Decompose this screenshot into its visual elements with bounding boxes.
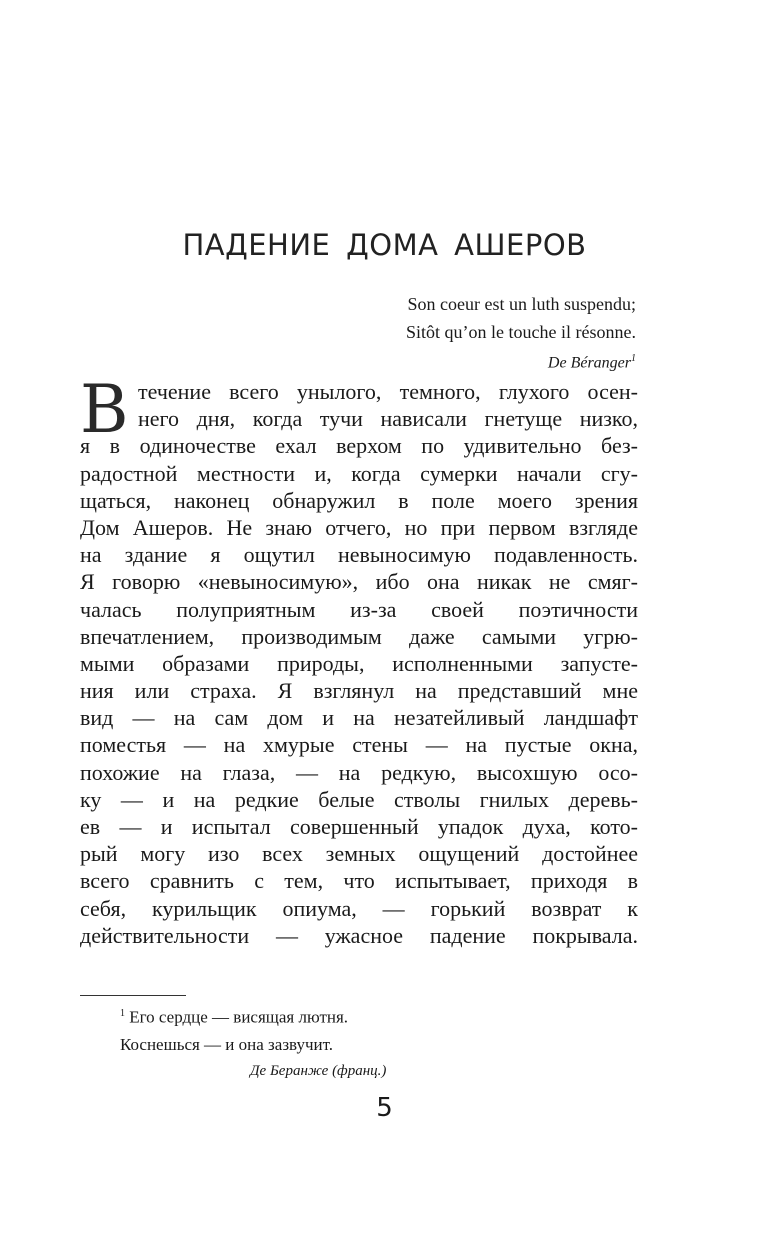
body-line: вид — на сам дом и на незатейливый ландшафт [80,705,638,731]
body-line: всего сравнить с тем, что испытывает, приходя в [80,868,638,894]
body-line: ния или страха. Я взглянул на представший мне [80,678,638,704]
body-line: впечатлением, производимым даже самыми угрю- [80,623,638,649]
footnote-line [120,1000,386,1031]
body-line: ев — и испытал совершенный упадок духа, кото- [80,814,638,839]
epigraph-line: Son coeur est un luth suspendu; [407,294,636,314]
body-line: течение всего унылого, темного, глухого осен- [138,379,638,404]
body-line: действительности — ужасное падение покрывала. [80,922,638,948]
body-line: чалась полуприятным из-за своей поэтичности [80,596,638,622]
body-line: мыми образами природы, исполненными запусте- [80,650,638,676]
body-line: щаться, наконец обнаружил в поле моего зрения [80,487,638,513]
body-line: рый могу изо всех земных ощущений достойнее [80,841,638,867]
drop-cap: В [80,371,129,448]
body-line: Я говорю «невыносимую», ибо она никак не смяг- [80,569,638,595]
body-line: я в одиночестве ехал верхом по удивительно без- [80,433,638,459]
body-line: него дня, когда тучи нависали гнетуще низко, [138,406,638,432]
footnote [120,1000,386,1085]
epigraph-line: Sitôt qu’on le touche il résonne. [406,322,636,342]
body-line: Дом Ашеров. Не знаю отчего, но при первом взгляде [80,514,638,540]
epigraph-author-name: De Béranger [547,354,631,372]
footnote-reference[interactable]: 1 [631,353,636,364]
epigraph-author [406,346,636,376]
footnote-text: Его сердце — висящая лютня. [129,1007,349,1027]
footnote-author-lang: (франц.) [332,1062,387,1079]
footnote-line: Коснешься — и она зазвучит. [120,1034,334,1054]
body-line: ку — и на редкие белые стволы гнилых деревь- [80,786,638,812]
footnote-author [120,1058,386,1085]
body-line: радостной местности и, когда сумерки начали сгу- [80,460,638,486]
epigraph [406,290,636,376]
chapter-title: ПАДЕНИЕ ДОМА АШЕРОВ [182,228,587,262]
body-line: себя, курильщик опиума, — горький возврат к [80,895,638,921]
footnote-divider [80,995,186,996]
body-line: похожие на глаза, — на редкую, высохшую осо- [80,759,638,785]
footnote-mark: 1 [120,1008,125,1019]
page-number: 5 [376,1093,393,1123]
footnote-author-name: Де Беранже [250,1062,329,1079]
body-line: поместья — на хмурые стены — на пустые окна, [80,732,638,758]
body-text [80,371,638,949]
body-line: на здание я ощутил невыносимую подавленность. [80,542,638,568]
